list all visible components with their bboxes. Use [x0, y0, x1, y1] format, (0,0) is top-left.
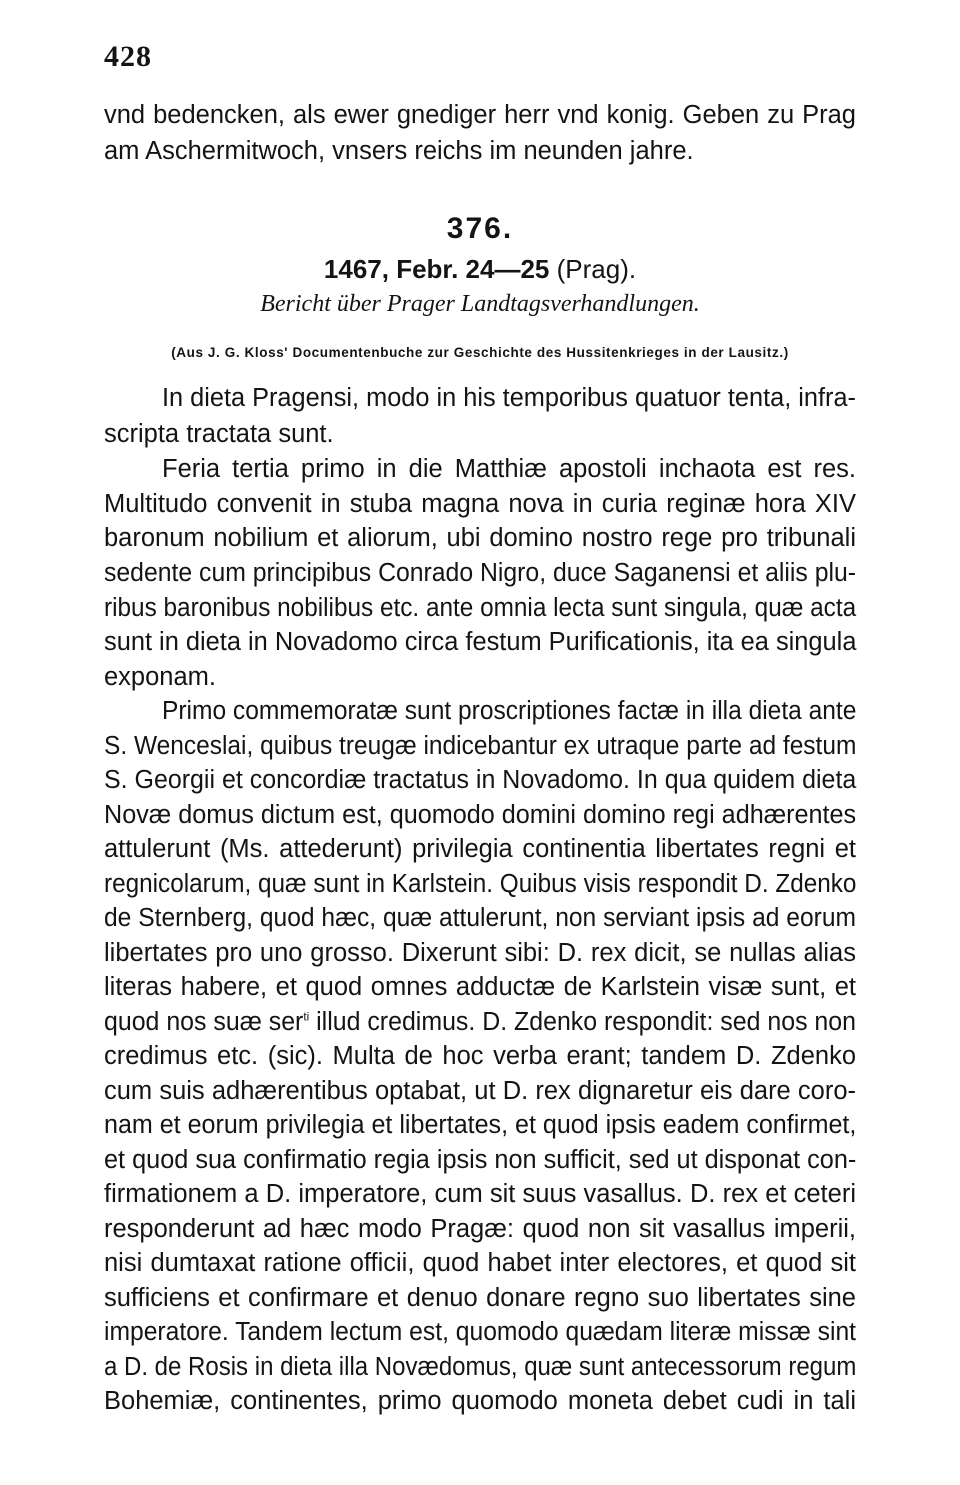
text-line: sufficiens et confirmare et denuo donare regno suo libertates sine: [104, 1284, 856, 1312]
text-line: Primo commemoratæ sunt proscriptiones factæ in illa dieta ante: [162, 697, 857, 725]
text-line: Novæ domus dictum est, quomodo domini domino regi adhærentes: [104, 801, 857, 829]
text-line: imperatore. Tandem lectum est, quomodo quædam literæ missæ sint: [104, 1318, 857, 1346]
text-line: regnicolarum, quæ sunt in Karlstein. Quibus visis respondit D. Zdenko: [104, 870, 857, 898]
superscript-abbreviation: ti: [303, 1009, 310, 1024]
document-source: (Aus J. G. Kloss' Documentenbuche zur Geschichte des Hussitenkrieges in der Lausitz.): [171, 345, 789, 360]
text-fragment: quod nos suæ ser: [104, 1008, 304, 1036]
page-number: 428: [104, 40, 152, 73]
text-line: Bohemiæ, continentes, primo quomodo moneta debet cudi in tali: [104, 1387, 856, 1415]
text-line: literas habere, et quod omnes adductæ de Karlstein visæ sunt, et: [104, 973, 856, 1001]
text-line: nam et eorum privilegia et libertates, et quod ipsis eadem confirmet,: [104, 1111, 857, 1139]
text-line: libertates pro uno grosso. Dixerunt sibi: D. rex dicit, se nullas alias: [104, 939, 856, 967]
text-line: credimus etc. (sic). Multa de hoc verba erant; tandem D. Zdenko: [104, 1042, 856, 1070]
text-line: et quod sua confirmatio regia ipsis non sufficit, sed ut disponat con-: [104, 1146, 857, 1174]
document-date: [0, 254, 960, 285]
text-fragment: illud credimus. D. Zdenko respondit: sed nos non: [309, 1008, 856, 1036]
text-line: sunt in dieta in Novadomo circa festum Purificationis, ita ea singula: [104, 628, 857, 656]
text-line: responderunt ad hæc modo Pragæ: quod non sit vasallus imperii,: [104, 1215, 856, 1243]
text-line: scripta tractata sunt.: [104, 420, 334, 448]
text-line: baronum nobilium et aliorum, ubi domino nostro rege pro tribunali: [104, 524, 856, 552]
text-line: ribus baronibus nobilibus etc. ante omnia lecta sunt singula, quæ acta: [104, 594, 857, 622]
text-line: Multitudo convenit in stuba magna nova in curia reginæ hora XIV: [104, 490, 856, 518]
document-place: (Prag).: [549, 254, 637, 284]
text-line: In dieta Pragensi, modo in his temporibus quatuor tenta, infra-: [162, 384, 856, 412]
text-line: firmationem a D. imperatore, cum sit suus vasallus. D. rex et ceteri: [104, 1180, 856, 1208]
text-line: de Sternberg, quod hæc, quæ attulerunt, non serviant ipsis ad eorum: [104, 904, 856, 932]
text-line: sedente cum principibus Conrado Nigro, duce Saganensi et aliis plu-: [104, 559, 857, 587]
document-number: 376.: [446, 212, 514, 245]
text-line: [104, 1005, 856, 1039]
text-line: Feria tertia primo in die Matthiæ apostoli inchaota est res.: [162, 455, 856, 483]
document-date-range: 1467, Febr. 24—25: [323, 254, 550, 284]
text-line: attulerunt (Ms. attederunt) privilegia continentia libertates regni et: [104, 835, 856, 863]
text-line: a D. de Rosis in dieta illa Novædomus, quæ sunt antecessorum regum: [104, 1353, 857, 1381]
text-line: am Aschermitwoch, vnsers reichs im neunden jahre.: [104, 137, 694, 165]
text-line: S. Wenceslai, quibus treugæ indicebantur ex utraque parte ad festum: [104, 732, 857, 760]
text-line: cum suis adhærentibus optabat, ut D. rex dignaretur eis dare coro-: [104, 1077, 856, 1105]
document-subtitle: Bericht über Prager Landtagsverhandlungen.: [260, 291, 700, 317]
text-line: S. Georgii et concordiæ tractatus in Novadomo. In qua quidem dieta: [104, 766, 857, 794]
text-line: exponam.: [104, 663, 216, 691]
text-line: vnd bedencken, als ewer gnediger herr vnd konig. Geben zu Prag: [104, 101, 856, 129]
text-line: nisi dumtaxat ratione officii, quod habet inter electores, et quod sit: [104, 1249, 856, 1277]
